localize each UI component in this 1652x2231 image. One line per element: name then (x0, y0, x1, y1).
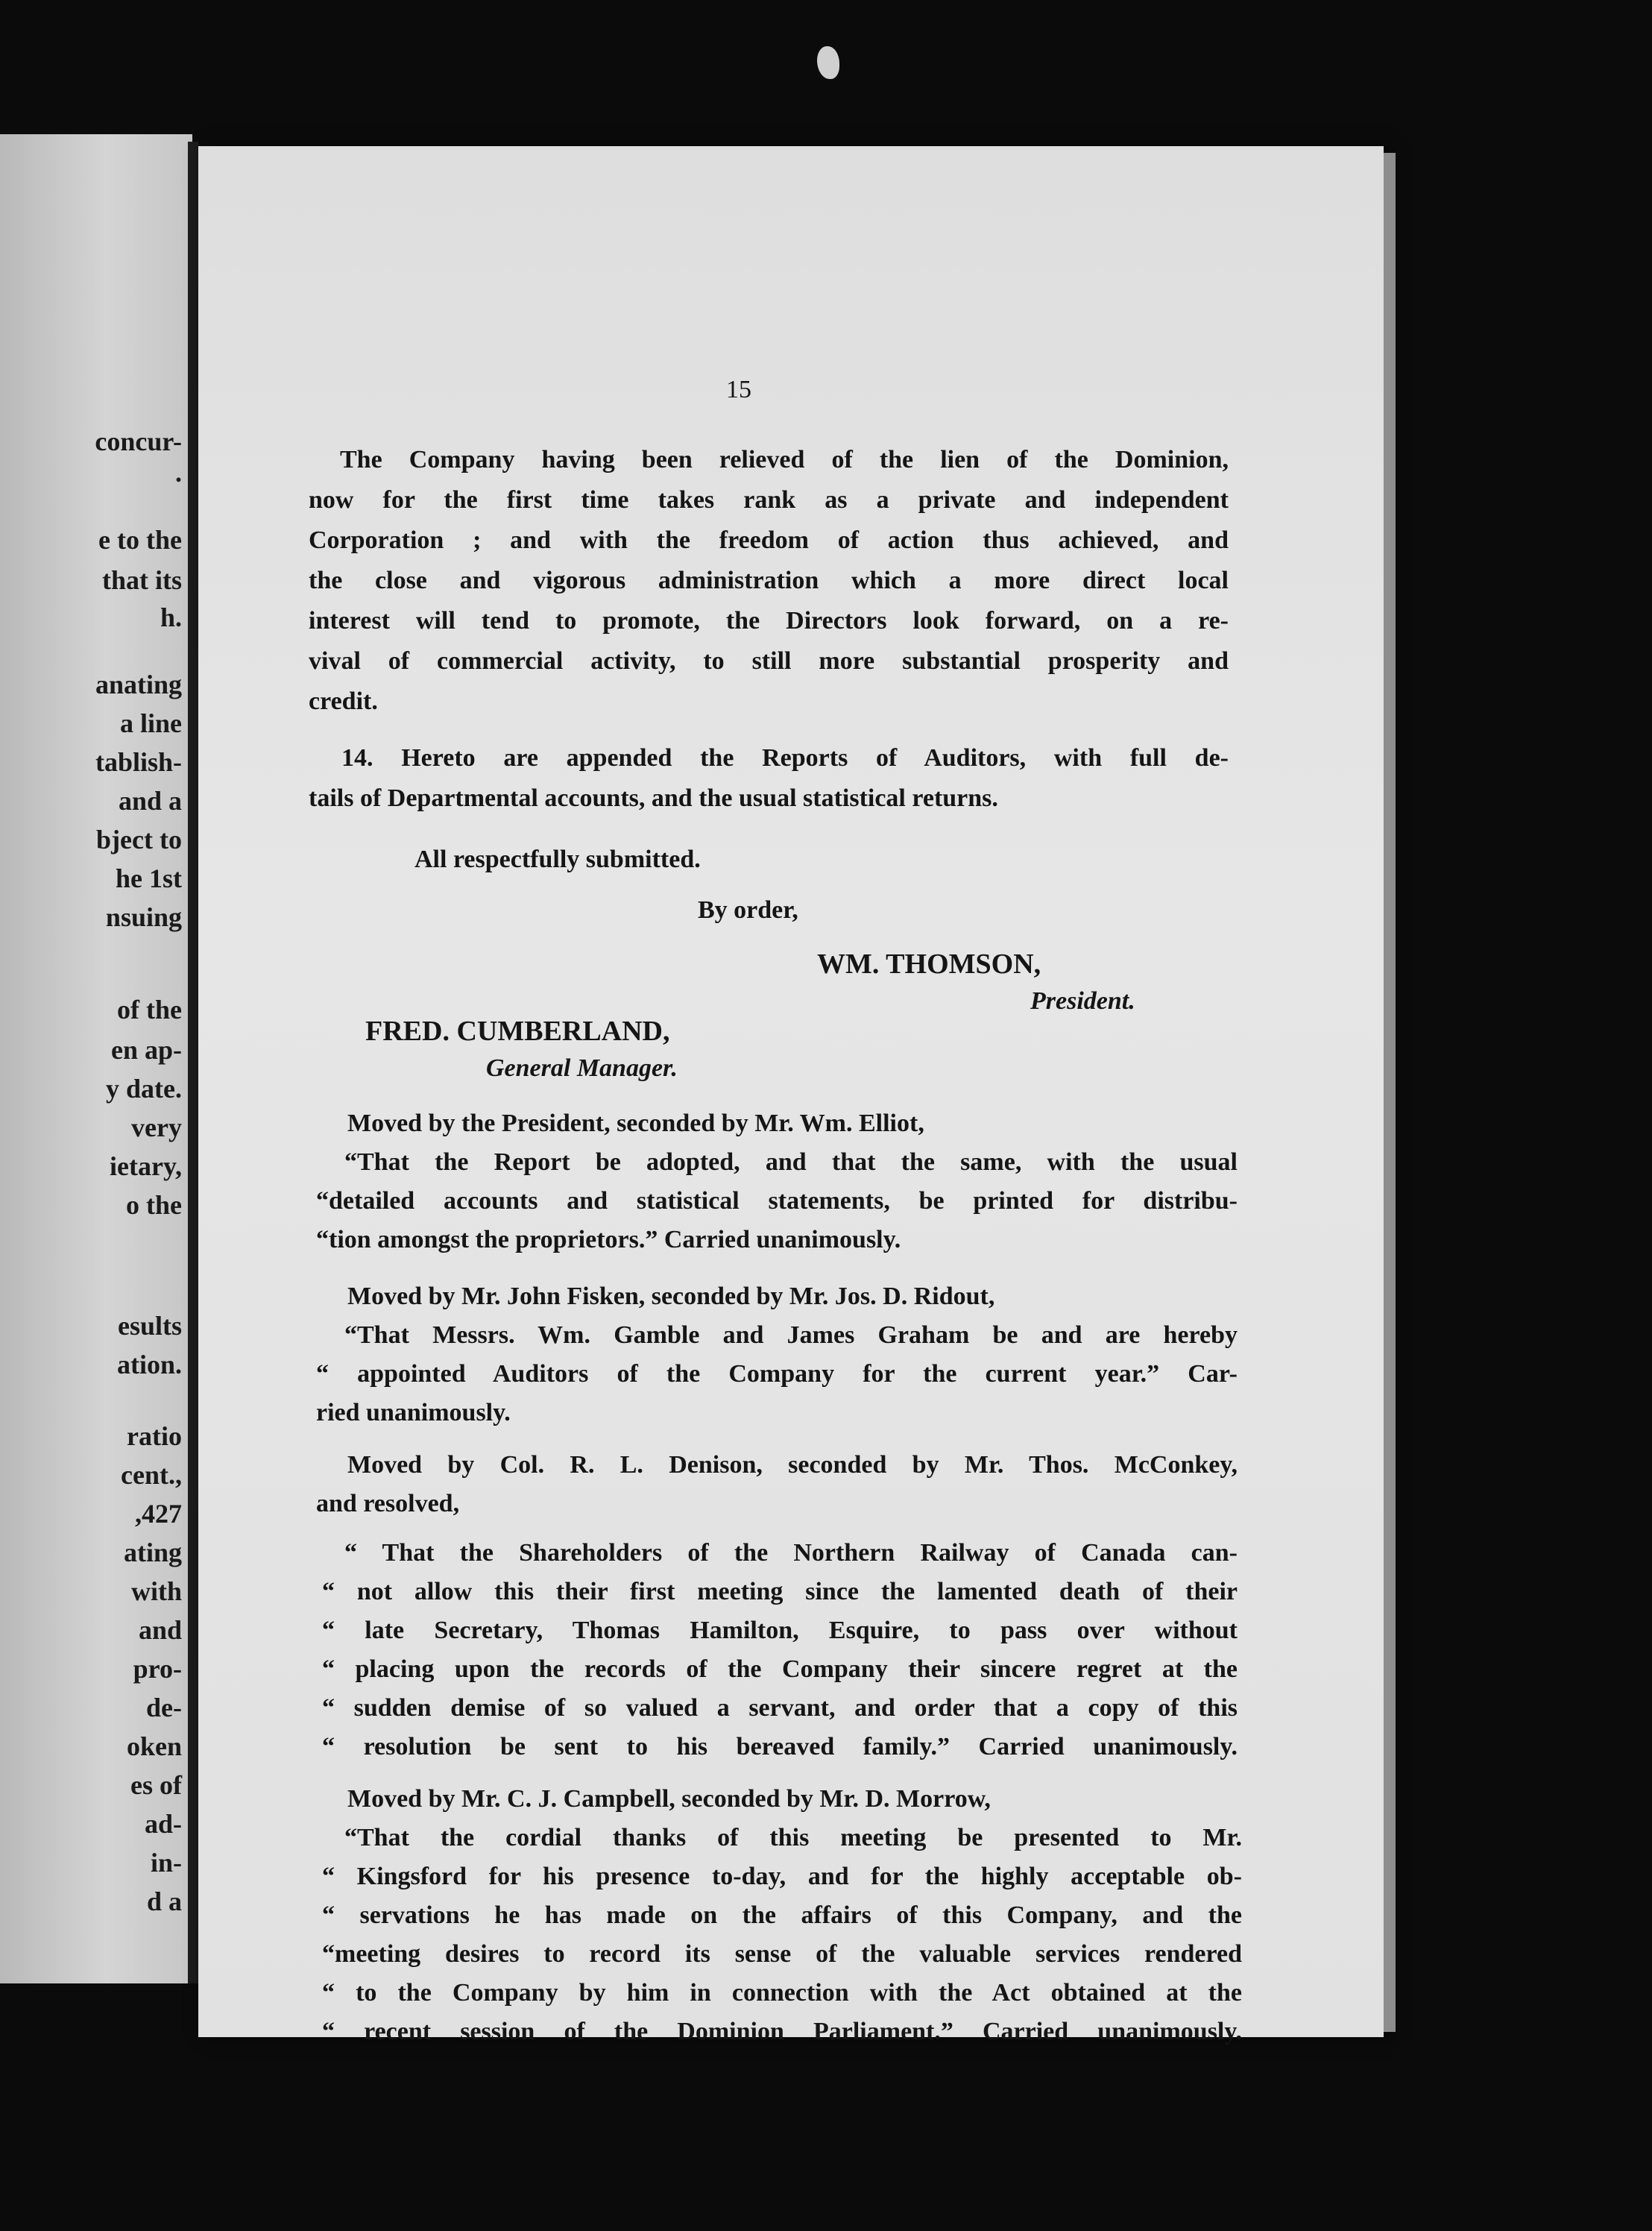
motion-line: “ resolution be sent to his bereaved family.” Carried unanimously. (322, 1733, 1238, 1760)
motion-line: “ to the Company by him in connection with the Act obtained at the (322, 1979, 1242, 2007)
left-fragment: with (130, 1576, 182, 1606)
main-page (198, 146, 1384, 2045)
left-fragment: very (131, 1113, 182, 1142)
motion-line: “That the Report be adopted, and that the same, with the usual (344, 1148, 1238, 1176)
motion-line: “ not allow this their first meeting since the lamented death of their (322, 1578, 1238, 1605)
left-fragment: de- (146, 1693, 182, 1722)
president-name: WM. THOMSON, (817, 948, 1041, 980)
left-fragment: y date. (106, 1074, 182, 1104)
left-fragment: and (138, 1615, 182, 1645)
book-spine (188, 142, 198, 1983)
motion-line: Moved by the President, seconded by Mr. Wm. Elliot, (347, 1110, 924, 1137)
manager-name: FRED. CUMBERLAND, (365, 1016, 670, 1047)
left-fragment: nsuing (105, 902, 182, 932)
left-fragment: in- (150, 1848, 182, 1878)
left-fragment: o the (126, 1190, 182, 1220)
left-fragment: oken (126, 1731, 182, 1761)
submitted-line: All respectfully submitted. (414, 846, 701, 873)
left-fragment: ratio (127, 1421, 182, 1451)
motion-line: “ That the Shareholders of the Northern Railway of Canada can- (344, 1539, 1238, 1567)
paragraph-line: tails of Departmental accounts, and the usual statistical returns. (309, 784, 998, 812)
left-fragment: h. (160, 602, 182, 632)
left-fragment: ,427 (135, 1499, 182, 1529)
paragraph-line: credit. (309, 687, 378, 715)
motion-line: “ Kingsford for his presence to-day, and for the highly acceptable ob- (322, 1863, 1242, 1890)
manager-title: General Manager. (486, 1054, 678, 1082)
page-number: 15 (726, 376, 751, 403)
motion-line: “ late Secretary, Thomas Hamilton, Esquire, to pass over without (322, 1617, 1238, 1644)
motion-line: Moved by Mr. C. J. Campbell, seconded by Mr. D. Morrow, (347, 1785, 991, 1813)
left-fragment: es of (130, 1770, 182, 1800)
left-fragment: a line (119, 708, 182, 738)
left-fragment: that its (102, 565, 182, 595)
motion-line: “meeting desires to record its sense of the valuable services rendered (322, 1940, 1242, 1968)
president-title: President. (1030, 987, 1135, 1015)
motion-line: “That the cordial thanks of this meeting be presented to Mr. (344, 1824, 1242, 1851)
paragraph-line: The Company having been relieved of the lien of the Dominion, (340, 446, 1229, 473)
left-fragment: he 1st (116, 863, 182, 893)
paragraph-line: 14. Hereto are appended the Reports of Auditors, with full de- (341, 744, 1229, 772)
left-fragment: ietary, (110, 1151, 182, 1181)
left-fragment: d a (146, 1887, 182, 1916)
motion-line: “That Messrs. Wm. Gamble and James Graham be and are hereby (344, 1321, 1238, 1349)
left-fragment: pro- (133, 1654, 182, 1684)
left-fragment: bject to (96, 825, 182, 855)
motion-line: “ placing upon the records of the Company their sincere regret at the (322, 1655, 1238, 1683)
page-edge (1384, 153, 1396, 2032)
motion-line: “tion amongst the proprietors.” Carried unanimously. (316, 1226, 901, 1253)
left-fragment: and a (118, 786, 182, 816)
motion-line: “ servations he has made on the affairs of this Company, and the (322, 1901, 1242, 1929)
left-fragment: esults (117, 1311, 182, 1341)
left-fragment: . (175, 458, 182, 488)
motion-line: ried unanimously. (316, 1399, 511, 1426)
motion-line: “ recent session of the Dominion Parliament.” Carried unanimously. (322, 2018, 1242, 2045)
by-order: By order, (698, 896, 798, 924)
left-fragment: cent., (121, 1460, 182, 1490)
motion-line: and resolved, (316, 1490, 460, 1517)
ink-blot (817, 46, 839, 79)
left-fragment: e to the (98, 525, 182, 555)
paragraph-line: vival of commercial activity, to still more substantial prosperity and (309, 647, 1229, 675)
paragraph-line: interest will tend to promote, the Directors look forward, on a re- (309, 607, 1229, 635)
motion-line: Moved by Mr. John Fisken, seconded by Mr. Jos. D. Ridout, (347, 1283, 995, 1310)
motion-line: Moved by Col. R. L. Denison, seconded by Mr. Thos. McConkey, (347, 1451, 1238, 1479)
motion-line: “ sudden demise of so valued a servant, and order that a copy of this (322, 1694, 1238, 1722)
left-fragment: tablish- (95, 747, 182, 777)
left-page (0, 134, 192, 1983)
motion-line: “detailed accounts and statistical statements, be printed for distribu- (316, 1187, 1238, 1215)
paragraph-line: Corporation ; and with the freedom of action thus achieved, and (309, 526, 1229, 554)
paragraph-line: the close and vigorous administration which a more direct local (309, 567, 1229, 594)
left-fragment: en ap- (110, 1035, 182, 1065)
left-fragment: of the (117, 995, 182, 1025)
paragraph-line: now for the first time takes rank as a private and independent (309, 486, 1229, 514)
left-fragment: anating (95, 670, 182, 699)
left-fragment: concur- (95, 427, 182, 456)
left-fragment: ad- (144, 1809, 182, 1839)
left-fragment: ation. (116, 1350, 182, 1379)
motion-line: “ appointed Auditors of the Company for the current year.” Car- (316, 1360, 1238, 1388)
left-fragment: ating (123, 1538, 182, 1567)
